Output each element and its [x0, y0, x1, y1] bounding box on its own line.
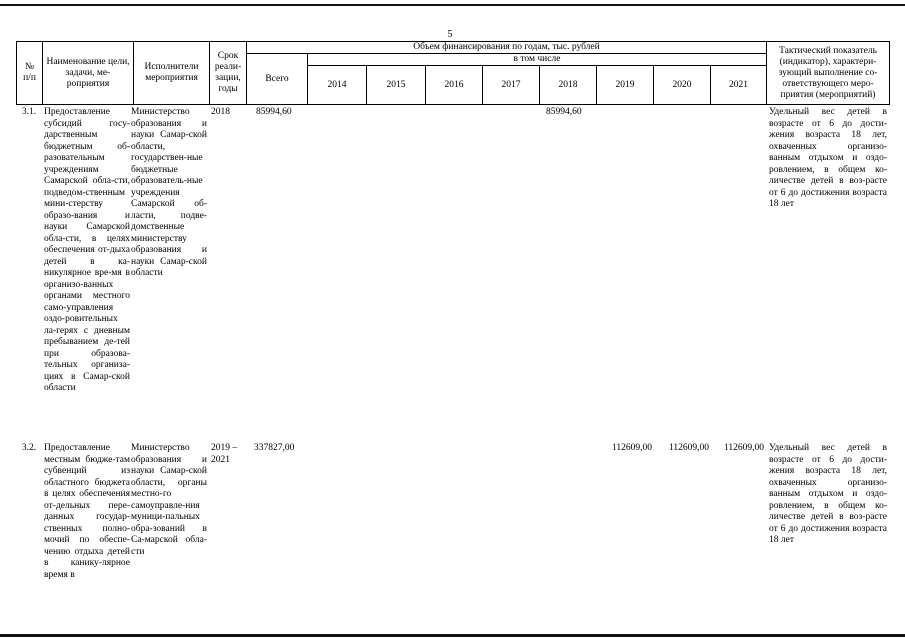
measure-executors: Министерство образования и науки Самар-ской области, государствен-ные бюджетные образователь-ные учреждения Самарской об-ласти, подве-домственные министерству образования и науки Самар-ской области — [131, 107, 207, 278]
measure-name: Предоставление местным бюдже-там субвенций из областного бюджета в целях обеспечения от-дельных пере-данных государ-ственных полно-мочий по обеспе-чению отдыха детей в канику-лярное время в — [44, 443, 130, 580]
page-number: 5 — [447, 29, 453, 40]
header-year-2015: 2015 — [366, 65, 426, 105]
header-year-2021: 2021 — [710, 65, 767, 105]
header-year-2017: 2017 — [482, 65, 540, 105]
funding-2019: 112609,00 — [611, 443, 652, 453]
measure-executors: Министерство образования и науки Самар-ской области, органы местно-го самоуправле-ния муници-пальных обра-зований в Са-марской обла-сти — [131, 443, 207, 557]
header-including: в том числе — [307, 53, 767, 66]
measure-name: Предоставление субсидий госу-дарственным бюджетным об-разовательным учреждениям Самарской обла-сти, подведом-ственным мини-стерству образо-вания и науки Самарской обла-сти, в целях обеспечения от-дыха детей в ка-никулярное вре-мя в организо-ванных органами местного само-управления оздо-ровительных ла-герях с дневным пребыванием де-тей при образова-тельных организа-циях в Самар-ской области — [44, 107, 130, 393]
row-number: 3.2. — [21, 443, 37, 453]
measure-term: 2019 – 2021 — [211, 443, 238, 465]
row-number: 3.1. — [21, 107, 37, 117]
header-name: Наименование цели, задачи, ме-роприятия — [42, 41, 134, 105]
header-year-2016: 2016 — [425, 65, 483, 105]
measure-term: 2018 — [211, 107, 230, 117]
header-total: Всего — [246, 53, 308, 105]
header-no: № п/п — [16, 41, 43, 105]
funding-total: 85994,60 — [256, 107, 292, 117]
top-rule — [0, 4, 905, 6]
header-indicator: Тактический показатель (индикатор), характери-зующий выполнение со-ответствующего меро-приятия (мероприятий) — [766, 41, 890, 105]
funding-2020: 112609,00 — [668, 443, 709, 453]
funding-2021: 112609,00 — [723, 443, 764, 453]
header-year-2020: 2020 — [653, 65, 711, 105]
funding-total: 337827,00 — [254, 443, 295, 453]
header-funding-title: Объем финансирования по годам, тыс. рублей — [246, 41, 767, 54]
header-year-2018: 2018 — [539, 65, 597, 105]
funding-2018: 85994,60 — [546, 107, 582, 117]
header-year-2019: 2019 — [596, 65, 654, 105]
tactical-indicator: Удельный вес детей в возрасте от 6 до дости-жения возраста 18 лет, охваченных организо-ванным отдыхом и оздо-ровлением, в общем ко-личестве детей в воз-расте от 6 до достижения возраста 18 лет — [769, 107, 887, 209]
header-term: Срок реали-зации, годы — [209, 41, 247, 105]
bottom-rule — [0, 634, 905, 637]
header-executors: Исполнители мероприятия — [133, 41, 210, 105]
header-year-2014: 2014 — [307, 65, 367, 105]
tactical-indicator: Удельный вес детей в возрасте от 6 до дости-жения возраста 18 лет, охваченных организо-ванным отдыхом и оздо-ровлением, в общем ко-личестве детей в воз-расте от 6 до достижения возраста 18 лет — [769, 443, 887, 545]
